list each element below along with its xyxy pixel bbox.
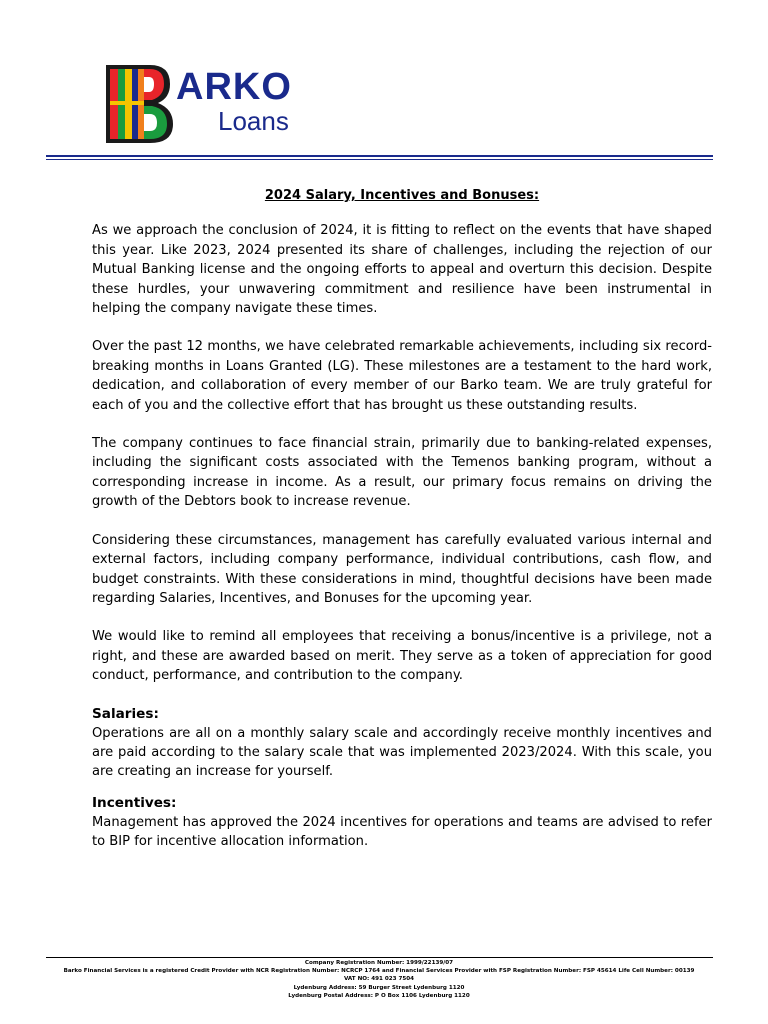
footer-address: Lydenburg Address: 59 Burger Street Lydenburg 1120: [293, 984, 465, 991]
paragraph: As we approach the conclusion of 2024, it is fitting to reflect on the events that have shaped this year. Like 2023, 2024 presented its share of challenges, including the rejection of our Mutual Banking license and the ongoing efforts to appeal and overturn this decision. Despite these hurdles, your unwavering commitment and resilience have been instrumental in helping the company navigate these times.: [92, 223, 712, 317]
logo-name: ARKO: [176, 66, 292, 108]
header-rule-thin: [46, 159, 713, 160]
footer-provider-info: Barko Financial Services is a registered Credit Provider with NCR Registration Number: NCRCP 1764 and Financial Services Provider with FSP Registration Number: FSP 45614 Life Cell Number: 00139: [63, 968, 695, 975]
salaries-text: Operations are all on a monthly salary scale and accordingly receive monthly incentives and are paid according to the salary scale that was implemented 2023/2024. With this scale, you are creating an increase for yourself.: [92, 725, 712, 780]
paragraph: Considering these circumstances, management has carefully evaluated various internal and external factors, including company performance, individual contributions, cash flow, and budget constraints. With these considerations in mind, thoughtful decisions have been made regarding Salaries, Incentives, and Bonuses for the upcoming year.: [92, 532, 712, 606]
paragraph: We would like to remind all employees that receiving a bonus/incentive is a privilege, not a right, and these are awarded based on merit. They serve as a token of appreciation for good conduct, performance, and contribution to the company.: [92, 629, 712, 684]
letter-body: [92, 186, 712, 871]
company-logo: [104, 63, 304, 145]
header-rule: [46, 155, 713, 157]
footer-rule: [46, 957, 713, 958]
incentives-text: Management has approved the 2024 incentives for operations and teams are advised to refer to BIP for incentive allocation information.: [92, 814, 712, 850]
footer-vat: VAT NO: 491 023 7504: [343, 976, 415, 983]
salaries-heading: Salaries:: [92, 705, 159, 722]
footer-postal-address: Lydenburg Postal Address: P O Box 1106 Lydenburg 1120: [288, 992, 470, 999]
barko-b-logo-mark: [104, 63, 174, 145]
incentives-heading: Incentives:: [92, 794, 177, 811]
paragraph: Over the past 12 months, we have celebrated remarkable achievements, including six record-breaking months in Loans Granted (LG). These milestones are a testament to the hard work, dedication, and collaboration of every member of our Barko team. We are truly grateful for each of you and the collective effort that has brought us these outstanding results.: [92, 339, 712, 413]
logo-subtitle: Loans: [218, 106, 289, 136]
paragraph: The company continues to face financial strain, primarily due to banking-related expenses, including the significant costs associated with the Temenos banking program, without a corresponding increase in income. As a result, our primary focus remains on driving the growth of the Debtors book to increase revenue.: [92, 436, 712, 510]
document-title: 2024 Salary, Incentives and Bonuses:: [264, 188, 540, 203]
footer-registration: Company Registration Number: 1999/22139/07: [304, 960, 454, 966]
footer: [40, 959, 718, 1000]
